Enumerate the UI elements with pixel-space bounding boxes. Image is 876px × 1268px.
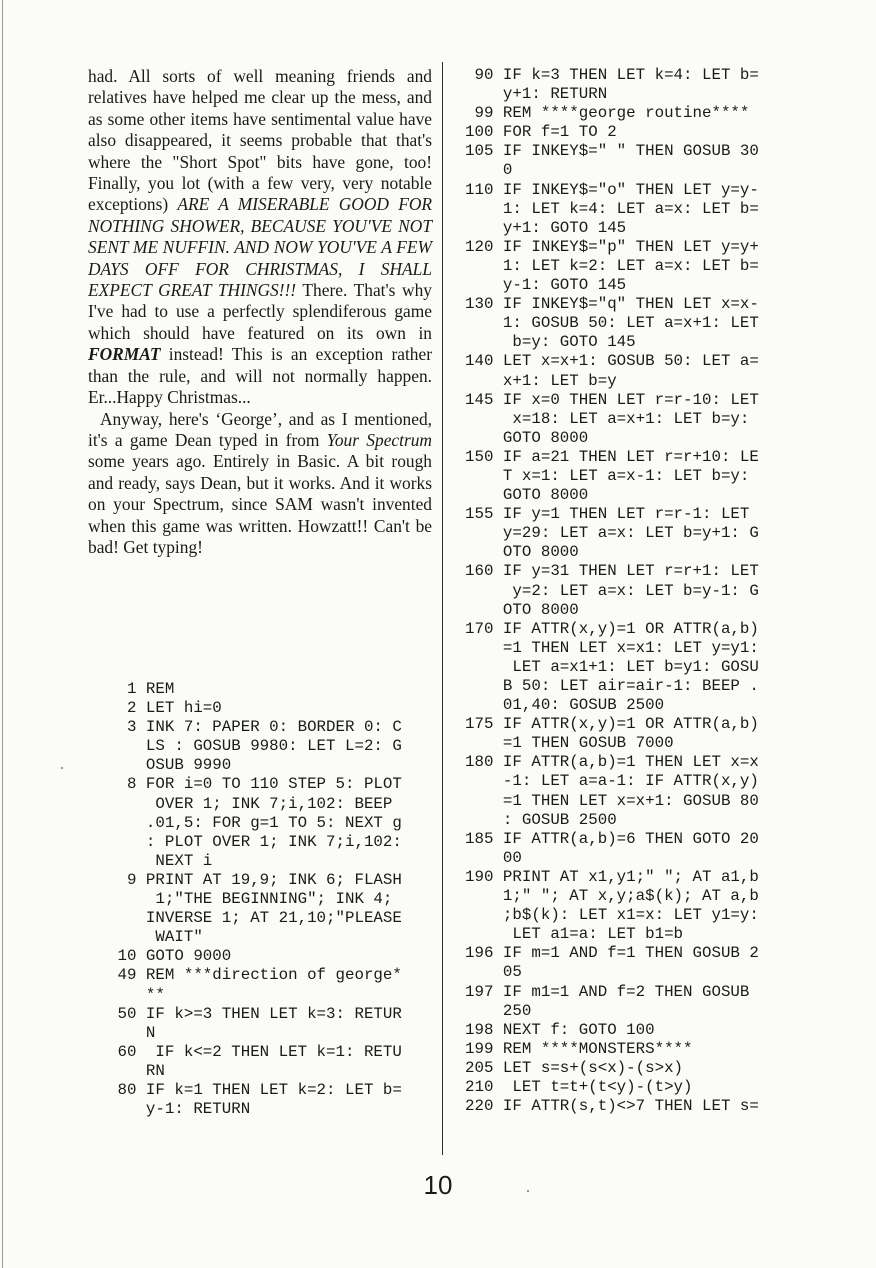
scan-speck (61, 767, 63, 769)
paragraph-1-intro: had. All sorts of well meaning friends and relatives have helped me clear up the mess, and as some other items have sentimental value have also disappeared, it seems probable that that's where the "Short Spot" bits have gone, too! Finally, you lot (with a few very, very notable exceptions) (88, 66, 432, 215)
scan-speck (527, 1190, 529, 1192)
code-line: 170 IF ATTR(x,y)=1 OR ATTR(a,b) =1 THEN LET x=x1: LET y=y1: LET a=x1+1: LET b=y1: GOSU B 50: LET air=air-1: BEEP . 01,40: GOSUB 2500 (465, 619, 759, 715)
code-line: 220 IF ATTR(s,t)<>7 THEN LET s= (465, 1097, 759, 1116)
code-line: 120 IF INKEY$="p" THEN LET y=y+ 1: LET k=2: LET a=x: LET b= y-1: GOTO 145 (465, 237, 759, 295)
code-line: 8 FOR i=0 TO 110 STEP 5: PLOT OVER 1; INK 7;i,102: BEEP .01,5: FOR g=1 TO 5: NEXT g : PLOT OVER 1; INK 7;i,102: NEXT i (126, 775, 402, 870)
code-line: 140 LET x=x+1: GOSUB 50: LET a= x+1: LET b=y (465, 352, 759, 390)
code-line: 150 IF a=21 THEN LET r=r+10: LE T x=1: LET a=x-1: LET b=y: GOTO 8000 (465, 447, 759, 505)
paragraph-1-shout: ARE A MISERABLE GOOD FOR NOTHING SHOWER, BECAUSE YOU'VE NOT SENT ME NUFFIN. AND NOW YOU'VE A FEW DAYS OFF FOR CHRISTMAS, I SHALL EXPECT GREAT THINGS!!! (88, 194, 432, 301)
scan-edge (2, 0, 3, 1268)
code-line: 198 NEXT f: GOTO 100 (465, 1020, 655, 1039)
code-line: 10 GOTO 9000 (108, 947, 232, 966)
code-line: 1 REM (108, 680, 175, 698)
code-line: 49 REM ***direction of george* ** (117, 966, 402, 1004)
column-divider (442, 62, 443, 1155)
basic-listing-left (108, 680, 402, 1119)
code-line: 130 IF INKEY$="q" THEN LET x=x- 1: GOSUB 50: LET a=x+1: LET b=y: GOTO 145 (465, 295, 759, 352)
article-text (88, 66, 432, 558)
code-line: 180 IF ATTR(a,b)=1 THEN LET x=x -1: LET a=a-1: IF ATTR(x,y) =1 THEN LET x=x+1: GOSUB 80 : GOSUB 2500 (465, 753, 759, 829)
basic-listing-right (465, 66, 759, 1116)
code-line: 110 IF INKEY$="o" THEN LET y=y- 1: LET k=4: LET a=x: LET b= y+1: GOTO 145 (465, 180, 759, 237)
code-line: 210 LET t=t+(t<y)-(t>y) (465, 1077, 693, 1096)
paragraph-1-middle: There. That's why I've had to use a perfectly splendiferous game which should have featured on its own in (88, 280, 432, 343)
code-line: 99 REM ****george routine**** (465, 104, 750, 123)
code-line: 60 IF k<=2 THEN LET k=1: RETU RN (117, 1042, 402, 1080)
paragraph-2 (88, 409, 432, 559)
code-line: 155 IF y=1 THEN LET r=r-1: LET y=29: LET a=x: LET b=y+1: G OTO 8000 (465, 505, 759, 562)
code-line: 185 IF ATTR(a,b)=6 THEN GOTO 20 00 (465, 829, 759, 867)
code-line: 205 LET s=s+(s<x)-(s>x) (465, 1058, 684, 1077)
code-line: 80 IF k=1 THEN LET k=2: LET b= y-1: RETURN (117, 1080, 402, 1119)
source-magazine-name: Your Spectrum (326, 429, 432, 450)
code-line: 199 REM ****MONSTERS**** (465, 1039, 693, 1058)
code-line: 175 IF ATTR(x,y)=1 OR ATTR(a,b) =1 THEN GOSUB 7000 (465, 715, 759, 753)
code-line: 50 IF k>=3 THEN LET k=3: RETUR N (117, 1004, 402, 1042)
code-line: 2 LET hi=0 (108, 699, 222, 718)
paragraph-1-outro: instead! This is an exception rather than the rule, and will not normally happen. Er...Happy Christmas... (88, 344, 432, 408)
code-line: 145 IF x=0 THEN LET r=r-10: LET x=18: LET a=x+1: LET b=y: GOTO 8000 (465, 390, 759, 447)
magazine-name: FORMAT (88, 344, 161, 365)
code-line: 160 IF y=31 THEN LET r=r+1: LET y=2: LET a=x: LET b=y-1: G OTO 8000 (465, 562, 759, 619)
code-line: 190 PRINT AT x1,y1;" "; AT a1,b 1;" "; AT x,y;a$(k); AT a,b ;b$(k): LET x1=x: LET y1=y: LET a1=a: LET b1=b (465, 867, 759, 944)
paragraph-2-intro: Anyway, here's ‘George’, and as I mentioned, it's a game Dean typed in from (88, 408, 432, 450)
code-line: 3 INK 7: PAPER 0: BORDER 0: C LS : GOSUB 9980: LET L=2: G OSUB 9990 (126, 718, 402, 775)
page-number: 10 (423, 1170, 453, 1200)
paragraph-1 (88, 66, 432, 409)
code-line: 196 IF m=1 AND f=1 THEN GOSUB 2 05 (465, 944, 759, 982)
code-line: 90 IF k=3 THEN LET k=4: LET b= y+1: RETURN (474, 66, 759, 104)
code-line: 100 FOR f=1 TO 2 (465, 123, 617, 142)
paragraph-2-outro: some years ago. Entirely in Basic. A bit rough and ready, says Dean, but it works. And it works on your Spectrum, since SAM wasn't invented when this game was written. Howzatt!! Can't be bad! Get typing! (88, 451, 432, 557)
code-line: 105 IF INKEY$=" " THEN GOSUB 30 0 (465, 142, 759, 180)
code-line: 9 PRINT AT 19,9; INK 6; FLASH 1;"THE BEGINNING"; INK 4; INVERSE 1; AT 21,10;"PLEASE WAIT" (126, 870, 402, 947)
code-line: 197 IF m1=1 AND f=2 THEN GOSUB 250 (465, 982, 750, 1020)
